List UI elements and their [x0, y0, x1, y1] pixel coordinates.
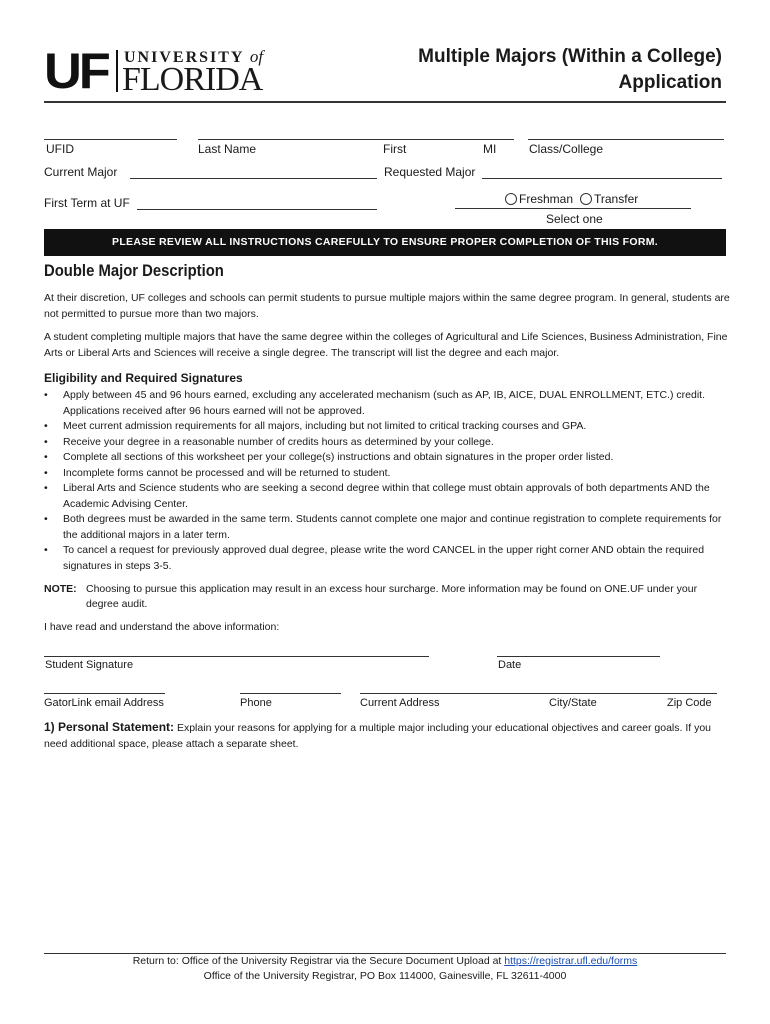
personal-statement-text: Explain your reasons for applying for a multiple major including your educational objectives and career goals. If you need additional space, please attach a separate sheet. — [44, 722, 712, 750]
footer-rule — [44, 953, 726, 954]
phone-field[interactable] — [240, 693, 341, 694]
personal-statement-block — [44, 720, 734, 752]
gatorlink-email-label: GatorLink email Address — [44, 697, 164, 709]
student-type-line — [455, 208, 691, 209]
list-item: • Meet current admission requirements for all majors, including but not limited to critical tracking courses and GPA. — [44, 420, 587, 432]
student-signature-label: Student Signature — [45, 659, 134, 671]
uf-logo-mark: UF — [44, 43, 108, 99]
eligibility-heading: Eligibility and Required Signatures — [44, 371, 243, 385]
list-item: • Apply between 45 and 96 hours earned, excluding any accelerated mechanism (such as AP, IB, AICE, DUAL ENROLLMENT, ETC.) credit. Applications received after 96 hours earned will not be approved. — [44, 389, 705, 417]
double-major-heading: Double Major Description — [44, 262, 224, 280]
mi-label: MI — [483, 142, 497, 156]
personal-statement-heading: 1) Personal Statement: — [44, 720, 175, 734]
list-item-text: To cancel a request for previously approved dual degree, please write the word CANCEL in the upper right corner AND obtain the required signatures in steps 3-5. — [63, 544, 705, 572]
eligibility-list — [44, 388, 734, 574]
name-field[interactable] — [198, 139, 514, 140]
logo-florida-word: FLORIDA — [122, 61, 263, 98]
city-state-label: City/State — [549, 697, 597, 709]
freshman-radio[interactable] — [505, 193, 517, 205]
footer-address: Office of the University Registrar, PO Box 114000, Gainesville, FL 32611-4000 — [203, 970, 567, 982]
first-term-label: First Term at UF — [44, 196, 130, 210]
note-line2: degree audit. — [86, 598, 148, 610]
acknowledge-text: I have read and understand the above information: — [44, 621, 280, 633]
logo-divider — [116, 50, 118, 92]
current-address-label: Current Address — [360, 697, 440, 709]
last-name-label: Last Name — [198, 142, 257, 156]
list-item: • Incomplete forms cannot be processed and will be returned to student. — [44, 466, 391, 479]
list-item-text: Meet current admission requirements for all majors, including but not limited to critical tracking courses and GPA. — [63, 420, 587, 432]
freshman-label: Freshman — [519, 192, 574, 206]
class-college-field[interactable] — [528, 139, 724, 140]
registrar-forms-link[interactable]: https://registrar.ufl.edu/forms — [504, 955, 638, 967]
double-major-paragraph-1: At their discretion, UF colleges and schools can permit students to pursue multiple majors within the same degree program. In general, students are not permitted to pursue more than two majors. — [44, 292, 730, 320]
form-title-line1: Multiple Majors (Within a College) — [418, 46, 722, 67]
current-major-field[interactable] — [130, 178, 377, 179]
list-item-text: Complete all sections of this worksheet per your college(s) instructions and obtain signatures in the proper order listed. — [63, 451, 614, 463]
first-term-field[interactable] — [137, 209, 377, 210]
note-block — [44, 582, 754, 612]
first-name-label: First — [383, 142, 407, 156]
list-item: • To cancel a request for previously approved dual degree, please write the word CANCEL in the upper right corner AND obtain the required signatures in steps 3-5. — [44, 544, 705, 572]
list-item: • Both degrees must be awarded in the same term. Students cannot complete one major and continue registration to complete requirements for the additional majors in a later term. — [44, 513, 722, 541]
gatorlink-email-field[interactable] — [44, 693, 165, 694]
student-signature-field[interactable] — [44, 656, 429, 657]
transfer-label: Transfer — [594, 192, 639, 206]
list-item-text: Receive your degree in a reasonable number of credits hours as determined by your college. — [63, 435, 494, 448]
requested-major-label: Requested Major — [384, 165, 476, 179]
list-item-text: Incomplete forms cannot be processed and will be returned to student. — [63, 466, 391, 479]
date-field[interactable] — [497, 656, 660, 657]
current-major-label: Current Major — [44, 165, 118, 179]
date-label: Date — [498, 659, 522, 671]
logo-university-word: UNIVERSITY — [124, 49, 244, 66]
phone-label: Phone — [240, 697, 272, 709]
list-item: • Liberal Arts and Science students who are seeking a second degree within that college must obtain approvals of both departments AND the Academic Advising Center. — [44, 482, 710, 510]
double-major-paragraph-2: A student completing multiple majors that have the same degree within the colleges of Agricultural and Life Sciences, Business Administration, Fine Arts or Liberal Arts and Sciences will receive a single degree. The transcript will list the degree and each major. — [44, 331, 728, 359]
note-label: NOTE: — [44, 583, 77, 595]
list-item-text: Liberal Arts and Science students who are seeking a second degree within that college must obtain approvals of both departments AND the Academic Advising Center. — [63, 482, 710, 510]
list-item: • Receive your degree in a reasonable number of credits hours as determined by your college. — [44, 435, 494, 448]
form-title-line2: Application — [618, 72, 722, 93]
list-item: • Complete all sections of this worksheet per your college(s) instructions and obtain signatures in the proper order listed. — [44, 451, 614, 463]
note-line1: Choosing to pursue this application may result in an excess hour surcharge. More information may be found on ONE.UF under your — [86, 583, 698, 595]
personal-statement-area[interactable] — [44, 760, 726, 945]
zip-code-label: Zip Code — [667, 697, 712, 709]
footer-return-line — [0, 955, 770, 967]
ufid-field[interactable] — [44, 139, 177, 140]
header-rule — [44, 101, 726, 103]
ufid-label: UFID — [46, 142, 74, 156]
footer-return-text: Return to: Office of the University Registrar via the Secure Document Upload at — [132, 955, 505, 967]
class-college-label: Class/College — [529, 142, 604, 156]
transfer-radio[interactable] — [580, 193, 592, 205]
list-item-text: Apply between 45 and 96 hours earned, excluding any accelerated mechanism (such as AP, IB, AICE, DUAL ENROLLMENT, ETC.) credit. Applications received after 96 hours earned will not be approved. — [63, 389, 705, 417]
instructions-banner: PLEASE REVIEW ALL INSTRUCTIONS CAREFULLY TO ENSURE PROPER COMPLETION OF THIS FORM. — [44, 229, 726, 256]
logo-of-word: of — [249, 47, 264, 66]
address-field[interactable] — [360, 693, 717, 694]
select-one-label: Select one — [546, 212, 603, 226]
requested-major-field[interactable] — [482, 178, 722, 179]
list-item-text: Both degrees must be awarded in the same term. Students cannot complete one major and continue registration to complete requirements for the additional majors in a later term. — [63, 513, 722, 541]
